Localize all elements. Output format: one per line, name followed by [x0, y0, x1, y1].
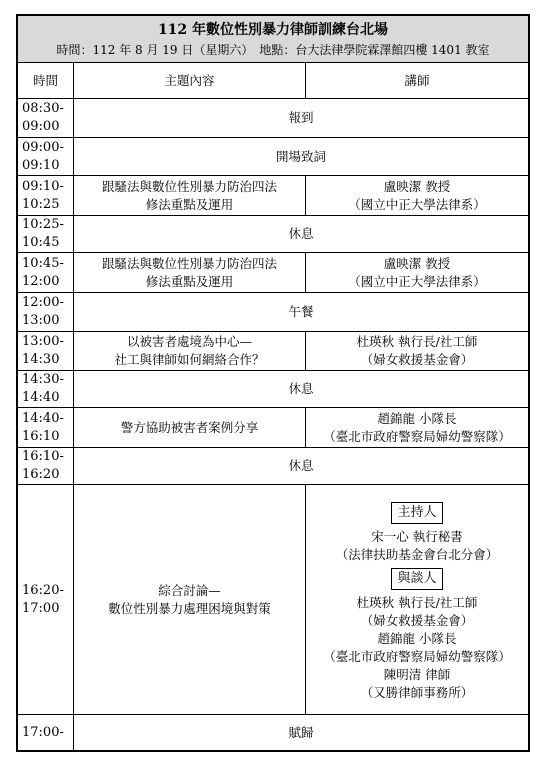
table-row: [18, 138, 529, 176]
panel-label: 與談人: [391, 568, 442, 590]
time-end: 17:00: [22, 600, 60, 616]
table-row: [18, 715, 529, 751]
speaker-affiliation: （臺北市政府警察局婦幼警察隊）: [323, 428, 511, 444]
time-end: 14:40: [22, 390, 60, 405]
time-start: 09:10-: [22, 178, 64, 194]
speaker-name: 杜瑛秋 執行長/社工師: [356, 594, 478, 610]
schedule-table: [17, 15, 529, 751]
document-title: 112 年數位性別暴力律師訓練台北場: [157, 22, 389, 38]
time-cell: [18, 253, 74, 293]
topic-line: 數位性別暴力處理困境與對策: [108, 600, 271, 616]
column-header-row: [18, 63, 529, 99]
time-cell: [18, 448, 74, 485]
topic-cell: [74, 485, 306, 715]
speaker-name: 杜瑛秋 執行長/社工師: [356, 334, 478, 349]
topic-cell: 賦歸: [74, 715, 529, 751]
table-row: [18, 176, 529, 216]
speaker-cell: [306, 176, 529, 216]
time-start: 10:25-: [22, 217, 64, 232]
table-row: [18, 448, 529, 485]
topic-line: 修法重點及運用: [145, 273, 234, 289]
topic-cell: 開場致詞: [74, 138, 529, 176]
table-row: [18, 332, 529, 371]
time-cell: [18, 408, 74, 448]
time-end: 14:30: [22, 352, 60, 367]
time-start: 10:45-: [22, 255, 64, 271]
speaker-affiliation: （國立中正大學法律系）: [348, 196, 486, 212]
time-cell: [18, 99, 74, 138]
topic-line: 跟騷法與數位性別暴力防治四法: [101, 178, 277, 194]
table-row: [18, 253, 529, 293]
topic-line: 社工與律師如何網絡合作？: [114, 352, 265, 367]
topic-line: 修法重點及運用: [145, 196, 234, 212]
time-start: 14:30-: [22, 372, 64, 387]
time-end: 10:25: [22, 196, 60, 212]
time-cell: [18, 176, 74, 216]
column-header-speaker: 講師: [306, 63, 529, 99]
speaker-affiliation: （國立中正大學法律系）: [348, 273, 486, 289]
table-row: [18, 293, 529, 332]
time-start: 17:00-: [22, 724, 64, 740]
topic-cell: [74, 408, 306, 448]
time-start: 09:00-: [22, 139, 64, 155]
event-info: 時間：112 年 8 月 19 日（星期六） 地點：台大法律學院霖澤館四樓 1401 教室: [56, 43, 490, 57]
speaker-affiliation: （臺北市政府警察局婦幼警察隊）: [323, 648, 511, 664]
time-end: 16:10: [22, 428, 60, 444]
time-cell: [18, 332, 74, 371]
topic-cell: [74, 253, 306, 293]
speaker-affiliation: （婦女救援基金會）: [360, 612, 474, 628]
speaker-cell: [306, 332, 529, 371]
speaker-name: 陳明清 律師: [383, 666, 451, 682]
time-cell: [18, 371, 74, 408]
table-row: [18, 485, 529, 715]
time-end: 12:00: [22, 273, 60, 289]
speaker-name: 盧映潔 教授: [383, 255, 451, 271]
speaker-affiliation: （婦女救援基金會）: [360, 352, 474, 367]
table-row: [18, 371, 529, 408]
time-end: 09:00: [22, 119, 60, 134]
time-start: 14:40-: [22, 410, 64, 426]
column-header-time: 時間: [18, 63, 74, 99]
speaker-affiliation: （法律扶助基金會台北分會）: [335, 546, 499, 562]
speaker-name: 宋一心 執行秘書: [371, 528, 463, 544]
table-row: [18, 216, 529, 253]
topic-cell: 休息: [74, 371, 529, 408]
time-end: 09:10: [22, 157, 60, 173]
time-cell: [18, 485, 74, 715]
speaker-cell: [306, 485, 529, 715]
time-start: 16:10-: [22, 449, 64, 464]
column-header-topic: 主題內容: [74, 63, 306, 99]
topic-cell: 休息: [74, 216, 529, 253]
speaker-name: 盧映潔 教授: [383, 178, 451, 194]
time-cell: [18, 216, 74, 253]
topic-line: 綜合討論—: [158, 582, 221, 598]
time-end: 10:45: [22, 235, 60, 250]
time-end: 13:00: [22, 313, 60, 328]
speaker-name: 趙錦龍 小隊長: [377, 410, 457, 426]
speaker-cell: [306, 408, 529, 448]
topic-cell: 報到: [74, 99, 529, 138]
topic-line: 以被害者處境為中心—: [126, 334, 252, 349]
time-start: 12:00-: [22, 295, 64, 310]
topic-cell: [74, 176, 306, 216]
schedule-sheet: [16, 14, 530, 752]
time-start: 13:00-: [22, 334, 64, 349]
speaker-name: 趙錦龍 小隊長: [377, 630, 457, 646]
topic-cell: [74, 332, 306, 371]
time-cell: [18, 138, 74, 176]
topic-line: 警方協助被害者案例分享: [120, 419, 259, 435]
time-start: 16:20-: [22, 582, 64, 598]
topic-cell: 休息: [74, 448, 529, 485]
speaker-affiliation: （又勝律師事務所）: [360, 684, 474, 700]
speaker-cell: [306, 253, 529, 293]
topic-line: 跟騷法與數位性別暴力防治四法: [101, 255, 277, 271]
time-cell: [18, 715, 74, 751]
table-row: [18, 408, 529, 448]
time-end: 16:20: [22, 467, 60, 482]
topic-cell: 午餐: [74, 293, 529, 332]
host-label: 主持人: [391, 502, 442, 524]
title-row: [18, 16, 529, 63]
time-start: 08:30-: [22, 101, 64, 116]
table-row: [18, 99, 529, 138]
time-cell: [18, 293, 74, 332]
